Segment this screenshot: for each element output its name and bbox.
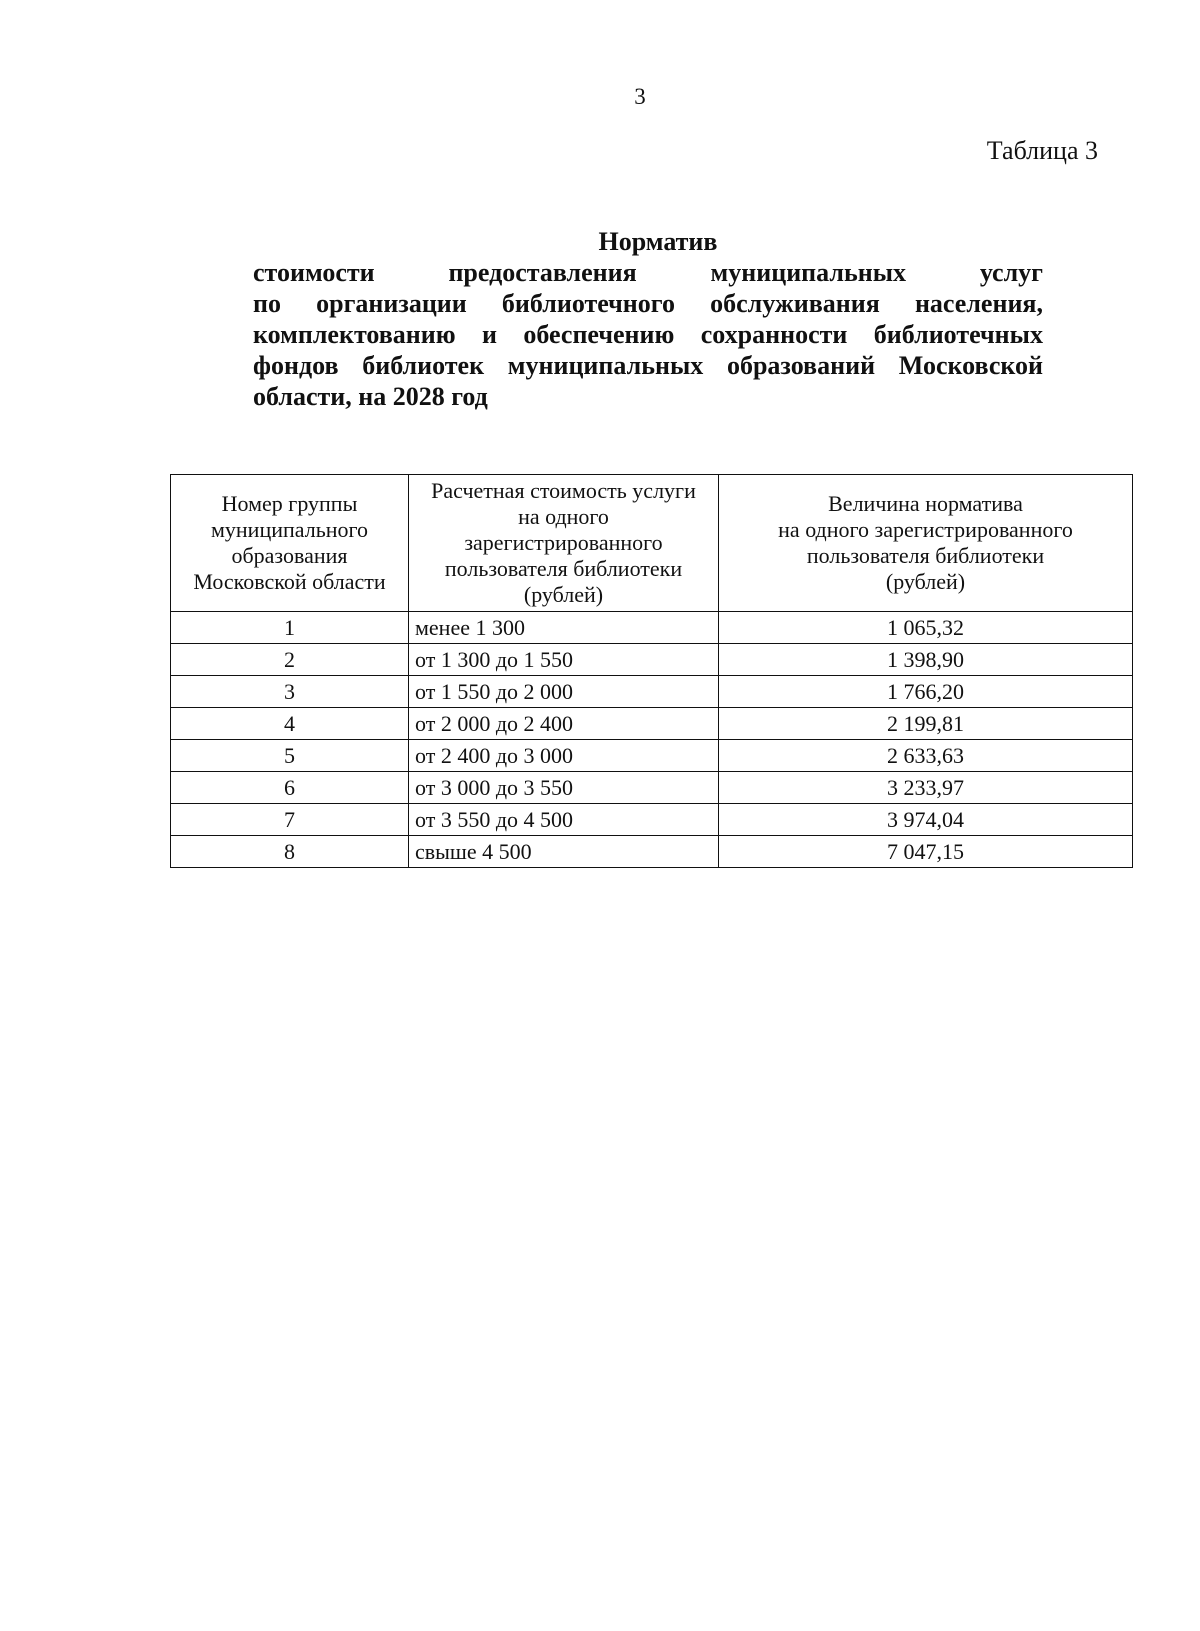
title-word: библиотечного bbox=[501, 289, 675, 318]
calculated-cost-cell: от 3 550 до 4 500 bbox=[409, 804, 719, 836]
norm-value-cell: 3 233,97 bbox=[719, 772, 1133, 804]
header-line: Величина норматива bbox=[828, 491, 1023, 516]
title-word: библиотечных bbox=[873, 320, 1043, 349]
calculated-cost-cell: от 3 000 до 3 550 bbox=[409, 772, 719, 804]
header-line: (рублей) bbox=[523, 582, 604, 607]
table-row bbox=[171, 804, 1133, 836]
title-line bbox=[253, 288, 1043, 319]
title-line bbox=[253, 257, 1043, 288]
title-word: организации bbox=[316, 289, 467, 318]
norm-value-cell: 1 766,20 bbox=[719, 676, 1133, 708]
table-row bbox=[171, 676, 1133, 708]
calculated-cost-cell: свыше 4 500 bbox=[409, 836, 719, 868]
title-word: муниципальных bbox=[507, 351, 704, 380]
norm-value-cell: 7 047,15 bbox=[719, 836, 1133, 868]
table-row bbox=[171, 836, 1133, 868]
calculated-cost-cell: от 2 400 до 3 000 bbox=[409, 740, 719, 772]
title-word: предоставления bbox=[448, 258, 637, 287]
header-line: на одного зарегистрированного bbox=[778, 517, 1073, 542]
table-row bbox=[171, 772, 1133, 804]
title-line bbox=[253, 319, 1043, 350]
title-word: обеспечению bbox=[523, 320, 675, 349]
title-word: сохранности bbox=[700, 320, 848, 349]
group-number-cell: 2 bbox=[171, 644, 409, 676]
page-number: 3 bbox=[634, 84, 646, 109]
title-line bbox=[253, 350, 1043, 381]
header-line: пользователя библиотеки bbox=[806, 543, 1045, 568]
group-number-cell: 7 bbox=[171, 804, 409, 836]
title-word: фондов bbox=[253, 351, 339, 380]
title-word: стоимости bbox=[253, 258, 375, 287]
header-group-number bbox=[171, 475, 409, 612]
table-label: Таблица 3 bbox=[986, 136, 1098, 165]
norm-value-cell: 1 398,90 bbox=[719, 644, 1133, 676]
title-word: библиотек bbox=[362, 351, 485, 380]
title-word: Московской bbox=[898, 351, 1043, 380]
header-line: Расчетная стоимость услуги bbox=[431, 478, 696, 503]
header-norm-value bbox=[719, 475, 1133, 612]
header-line: образования bbox=[231, 543, 348, 568]
table-row bbox=[171, 644, 1133, 676]
header-line: Московской области bbox=[193, 569, 386, 594]
header-line: зарегистрированного bbox=[464, 530, 663, 555]
calculated-cost-cell: от 1 300 до 1 550 bbox=[409, 644, 719, 676]
header-calculated-cost bbox=[409, 475, 719, 612]
title-lines bbox=[253, 257, 1043, 381]
title-word: комплектованию bbox=[253, 320, 456, 349]
title-word: муниципальных bbox=[710, 258, 907, 287]
group-number-cell: 5 bbox=[171, 740, 409, 772]
header-line: на одного bbox=[518, 504, 609, 529]
title-word: образований bbox=[726, 351, 876, 380]
title-word: и bbox=[482, 320, 497, 349]
header-line: Номер группы bbox=[221, 491, 358, 516]
title-word: населения, bbox=[914, 289, 1043, 318]
table-body bbox=[171, 612, 1133, 868]
calculated-cost-cell: от 2 000 до 2 400 bbox=[409, 708, 719, 740]
norm-value-cell: 2 199,81 bbox=[719, 708, 1133, 740]
document-title bbox=[253, 226, 1043, 412]
group-number-cell: 3 bbox=[171, 676, 409, 708]
table-row bbox=[171, 708, 1133, 740]
norm-table bbox=[170, 474, 1133, 868]
group-number-cell: 6 bbox=[171, 772, 409, 804]
table-row bbox=[171, 740, 1133, 772]
norm-value-cell: 2 633,63 bbox=[719, 740, 1133, 772]
title-word: по bbox=[253, 289, 281, 318]
header-line: (рублей) bbox=[885, 569, 966, 594]
table-row bbox=[171, 612, 1133, 644]
table-header-row bbox=[171, 475, 1133, 612]
group-number-cell: 4 bbox=[171, 708, 409, 740]
title-word: обслуживания bbox=[710, 289, 880, 318]
title-last-line: области, на 2028 год bbox=[253, 382, 488, 411]
group-number-cell: 1 bbox=[171, 612, 409, 644]
header-line: пользователя библиотеки bbox=[444, 556, 683, 581]
header-line: муниципального bbox=[210, 517, 368, 542]
norm-value-cell: 3 974,04 bbox=[719, 804, 1133, 836]
calculated-cost-cell: от 1 550 до 2 000 bbox=[409, 676, 719, 708]
title-main: Норматив bbox=[598, 227, 718, 256]
calculated-cost-cell: менее 1 300 bbox=[409, 612, 719, 644]
group-number-cell: 8 bbox=[171, 836, 409, 868]
title-word: услуг bbox=[979, 258, 1043, 287]
norm-value-cell: 1 065,32 bbox=[719, 612, 1133, 644]
